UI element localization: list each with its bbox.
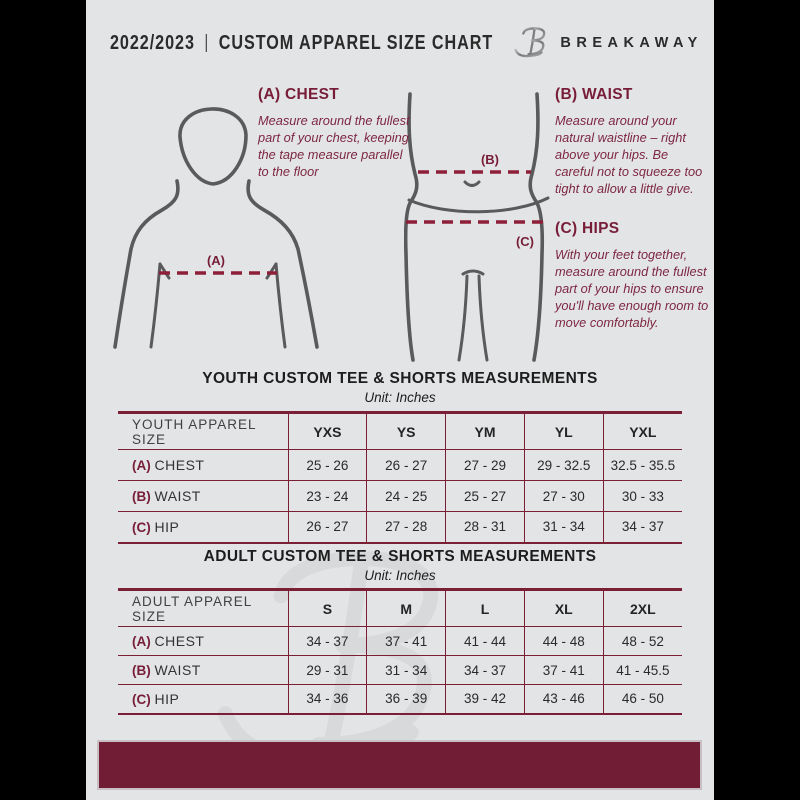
waist-instructions [555, 86, 707, 197]
table-cell: 30 - 33 [603, 481, 682, 512]
table-cell: 46 - 50 [603, 685, 682, 714]
table-cell: 26 - 27 [288, 512, 367, 543]
table-cell: 39 - 42 [446, 685, 525, 714]
waist-heading: (B) WAIST [555, 86, 633, 103]
hips-instructions [555, 220, 714, 331]
youth-waist-row [118, 481, 682, 512]
chest-marker-label: (A) [206, 253, 226, 268]
hips-heading: (C) HIPS [555, 220, 620, 237]
adult-col-s: S [288, 590, 367, 627]
youth-chest-row [118, 450, 682, 481]
table-cell: 36 - 39 [367, 685, 446, 714]
edition-label: 2022/2023 [110, 31, 195, 54]
table-cell: 41 - 44 [446, 627, 525, 656]
adult-col-l: L [446, 590, 525, 627]
adult-waist-row [118, 656, 682, 685]
page-title [110, 31, 493, 55]
table-cell: 41 - 45.5 [603, 656, 682, 685]
youth-col-ys: YS [367, 413, 446, 450]
table-cell: 43 - 46 [524, 685, 603, 714]
youth-section-title: YOUTH CUSTOM TEE & SHORTS MEASUREMENTS [202, 370, 598, 387]
row-label-cell: (C) HIP [118, 512, 288, 543]
table-cell: 34 - 36 [288, 685, 367, 714]
adult-section-title: ADULT CUSTOM TEE & SHORTS MEASUREMENTS [203, 548, 597, 565]
adult-col-m: M [367, 590, 446, 627]
adult-hip-row [118, 685, 682, 714]
chest-instructions [258, 86, 412, 181]
table-cell: 34 - 37 [446, 656, 525, 685]
table-cell: 31 - 34 [367, 656, 446, 685]
table-cell: 23 - 24 [288, 481, 367, 512]
table-cell: 34 - 37 [288, 627, 367, 656]
row-label-cell: (B) WAIST [118, 656, 288, 685]
waist-body-text: Measure around your natural waistline – right above your hips. Be careful not to squeeze too tight to allow a little give. [555, 113, 703, 196]
youth-hip-row [118, 512, 682, 543]
title-divider: | [204, 32, 210, 53]
hip-marker-label: (C) [515, 234, 535, 249]
brand-lockup [513, 25, 702, 61]
table-cell: 29 - 32.5 [524, 450, 603, 481]
row-label-cell: (C) HIP [118, 685, 288, 714]
table-cell: 31 - 34 [524, 512, 603, 543]
table-cell: 27 - 30 [524, 481, 603, 512]
youth-unit-label: Unit: Inches [364, 390, 436, 405]
row-label-cell: (A) CHEST [118, 450, 288, 481]
adult-unit-label: Unit: Inches [364, 568, 436, 583]
adult-size-table [118, 588, 682, 715]
table-cell: 29 - 31 [288, 656, 367, 685]
chart-title: CUSTOM APPAREL SIZE CHART [218, 31, 494, 54]
adult-chest-row [118, 627, 682, 656]
table-cell: 25 - 27 [446, 481, 525, 512]
youth-col-ym: YM [446, 413, 525, 450]
table-cell: 48 - 52 [603, 627, 682, 656]
table-cell: 37 - 41 [524, 656, 603, 685]
breakaway-logo-icon [513, 25, 551, 61]
youth-col-yxl: YXL [603, 413, 682, 450]
table-cell: 37 - 41 [367, 627, 446, 656]
table-cell: 26 - 27 [367, 450, 446, 481]
table-cell: 27 - 28 [367, 512, 446, 543]
hips-diagram [404, 92, 554, 362]
brand-name: BREAKAWAY [560, 35, 703, 51]
hips-body-text: With your feet together, measure around the fullest part of your hips to ensure you'll have enough room to move comfortably. [555, 247, 709, 330]
table-cell: 25 - 26 [288, 450, 367, 481]
table-cell: 32.5 - 35.5 [603, 450, 682, 481]
adult-header-row [118, 590, 682, 627]
waist-marker-label: (B) [480, 152, 500, 167]
youth-col-yl: YL [524, 413, 603, 450]
row-label-cell: (B) WAIST [118, 481, 288, 512]
size-chart-page [86, 0, 714, 800]
adult-col-xl: XL [524, 590, 603, 627]
page-header [110, 20, 703, 66]
adult-size-column-header: ADULT APPAREL SIZE [118, 590, 288, 627]
chest-heading: (A) CHEST [258, 86, 340, 103]
row-label-cell: (A) CHEST [118, 627, 288, 656]
chest-body-text: Measure around the fullest part of your chest, keeping the tape measure parallel to the floor [258, 113, 410, 179]
youth-col-yxs: YXS [288, 413, 367, 450]
table-cell: 24 - 25 [367, 481, 446, 512]
footer-accent-bar [97, 740, 702, 790]
youth-header-row [118, 413, 682, 450]
table-cell: 27 - 29 [446, 450, 525, 481]
table-cell: 28 - 31 [446, 512, 525, 543]
adult-col-2xl: 2XL [603, 590, 682, 627]
youth-size-table [118, 411, 682, 544]
table-cell: 34 - 37 [603, 512, 682, 543]
youth-size-column-header: YOUTH APPAREL SIZE [118, 413, 288, 450]
table-cell: 44 - 48 [524, 627, 603, 656]
